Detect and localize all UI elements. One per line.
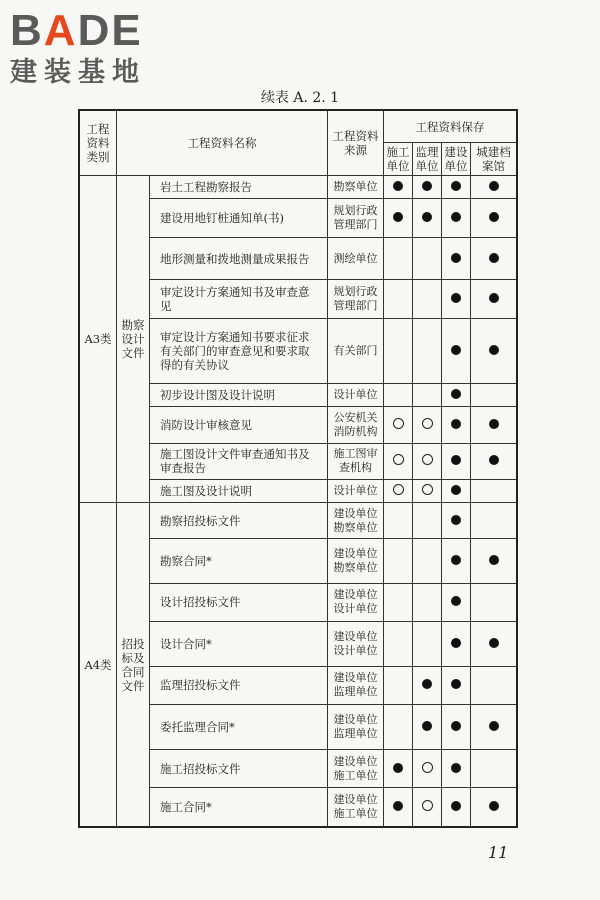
record-source: 建设单位勘察单位 [328, 503, 384, 538]
required-mark [393, 212, 403, 222]
retention-cell [471, 237, 517, 280]
retention-cell [413, 503, 442, 538]
required-mark [489, 801, 499, 811]
required-mark [489, 181, 499, 191]
required-mark [489, 455, 499, 465]
required-mark [451, 596, 461, 606]
retention-cell [442, 237, 471, 280]
record-source: 规划行政管理部门 [328, 280, 384, 319]
retention-cell [413, 705, 442, 750]
required-mark [451, 801, 461, 811]
retention-cell [384, 175, 413, 198]
required-mark [393, 181, 403, 191]
retention-cell [471, 749, 517, 788]
header-row-top [80, 111, 517, 143]
record-name: 施工图设计文件审查通知书及审查报告 [150, 443, 328, 480]
record-source: 施工图审查机构 [328, 443, 384, 480]
retention-cell [384, 705, 413, 750]
record-source: 规划行政管理部门 [328, 199, 384, 238]
retention-cell [471, 199, 517, 238]
required-mark [451, 345, 461, 355]
retention-cell [384, 480, 413, 503]
table-row [80, 175, 517, 198]
retention-cell [471, 538, 517, 583]
retention-cell [442, 666, 471, 705]
required-mark [489, 345, 499, 355]
retention-cell [413, 407, 442, 444]
record-source: 建设单位施工单位 [328, 749, 384, 788]
retention-cell [413, 583, 442, 622]
required-mark [451, 515, 461, 525]
optional-mark [422, 800, 433, 811]
record-name: 地形测量和拨地测量成果报告 [150, 237, 328, 280]
logo-subtitle: 建装基地 [10, 57, 146, 88]
record-source: 建设单位设计单位 [328, 583, 384, 622]
required-mark [489, 212, 499, 222]
retention-cell [413, 318, 442, 383]
header-unit-supervision: 监理单位 [413, 143, 442, 175]
retention-cell [413, 749, 442, 788]
retention-cell [384, 583, 413, 622]
required-mark [451, 555, 461, 565]
required-mark [489, 293, 499, 303]
subcategory-cell: 勘察设计文件 [117, 175, 150, 503]
required-mark [422, 721, 432, 731]
header-unit-owner: 建设单位 [442, 143, 471, 175]
retention-cell [413, 443, 442, 480]
retention-cell [384, 622, 413, 667]
retention-cell [384, 443, 413, 480]
required-mark [489, 721, 499, 731]
header-unit-construction: 施工单位 [384, 143, 413, 175]
optional-mark [393, 454, 404, 465]
optional-mark [393, 418, 404, 429]
records-table [79, 110, 517, 827]
retention-cell [384, 503, 413, 538]
required-mark [451, 485, 461, 495]
header-unit-archive: 城建档案馆 [471, 143, 517, 175]
record-name: 审定设计方案通知书及审查意见 [150, 280, 328, 319]
record-name: 施工图及设计说明 [150, 480, 328, 503]
record-name: 设计招投标文件 [150, 583, 328, 622]
header-name: 工程资料名称 [117, 111, 328, 176]
record-source: 公安机关消防机构 [328, 407, 384, 444]
record-name: 勘察合同* [150, 538, 328, 583]
category-cell: A3类 [80, 175, 117, 503]
retention-cell [442, 383, 471, 406]
retention-cell [471, 280, 517, 319]
optional-mark [422, 454, 433, 465]
retention-cell [471, 383, 517, 406]
required-mark [451, 763, 461, 773]
retention-cell [442, 705, 471, 750]
record-name: 审定设计方案通知书要求征求有关部门的审查意见和要求取得的有关协议 [150, 318, 328, 383]
retention-cell [471, 407, 517, 444]
optional-mark [422, 484, 433, 495]
retention-cell [442, 407, 471, 444]
retention-cell [471, 622, 517, 667]
record-source: 建设单位监理单位 [328, 666, 384, 705]
retention-cell [442, 480, 471, 503]
required-mark [489, 419, 499, 429]
retention-cell [413, 788, 442, 827]
required-mark [451, 181, 461, 191]
required-mark [451, 419, 461, 429]
record-source: 建设单位监理单位 [328, 705, 384, 750]
table-row [80, 503, 517, 538]
required-mark [422, 181, 432, 191]
retention-cell [471, 583, 517, 622]
retention-cell [442, 538, 471, 583]
retention-cell [384, 407, 413, 444]
retention-cell [384, 280, 413, 319]
record-name: 消防设计审核意见 [150, 407, 328, 444]
retention-cell [384, 788, 413, 827]
record-name: 委托监理合同* [150, 705, 328, 750]
retention-cell [413, 175, 442, 198]
required-mark [422, 212, 432, 222]
record-source: 设计单位 [328, 383, 384, 406]
required-mark [393, 801, 403, 811]
required-mark [451, 253, 461, 263]
retention-cell [471, 666, 517, 705]
record-source: 建设单位勘察单位 [328, 538, 384, 583]
header-keep: 工程资料保存 [384, 111, 517, 143]
retention-cell [442, 280, 471, 319]
required-mark [451, 679, 461, 689]
required-mark [451, 212, 461, 222]
retention-cell [442, 175, 471, 198]
retention-cell [384, 749, 413, 788]
record-name: 施工招投标文件 [150, 749, 328, 788]
retention-cell [384, 237, 413, 280]
retention-cell [442, 788, 471, 827]
required-mark [393, 763, 403, 773]
retention-cell [471, 503, 517, 538]
retention-cell [471, 480, 517, 503]
record-name: 建设用地钉桩通知单(书) [150, 199, 328, 238]
required-mark [451, 721, 461, 731]
optional-mark [422, 418, 433, 429]
header-category: 工程资料类别 [80, 111, 117, 176]
retention-cell [442, 583, 471, 622]
required-mark [451, 293, 461, 303]
retention-cell [413, 199, 442, 238]
retention-cell [413, 538, 442, 583]
retention-cell [413, 480, 442, 503]
table-caption: 续表 A. 2. 1 [260, 90, 340, 106]
record-source: 测绘单位 [328, 237, 384, 280]
retention-cell [384, 199, 413, 238]
retention-cell [442, 749, 471, 788]
retention-cell [442, 318, 471, 383]
record-source: 建设单位设计单位 [328, 622, 384, 667]
record-name: 勘察招投标文件 [150, 503, 328, 538]
optional-mark [393, 484, 404, 495]
logo [10, 8, 180, 90]
record-name: 初步设计图及设计说明 [150, 383, 328, 406]
retention-cell [413, 383, 442, 406]
retention-cell [442, 503, 471, 538]
record-source: 勘察单位 [328, 175, 384, 198]
retention-cell [442, 622, 471, 667]
retention-cell [384, 318, 413, 383]
record-name: 施工合同* [150, 788, 328, 827]
required-mark [489, 555, 499, 565]
page-number: 11 [488, 843, 509, 862]
retention-cell [384, 383, 413, 406]
record-name: 监理招投标文件 [150, 666, 328, 705]
required-mark [489, 638, 499, 648]
required-mark [451, 455, 461, 465]
record-source: 建设单位施工单位 [328, 788, 384, 827]
record-name: 设计合同* [150, 622, 328, 667]
retention-cell [442, 199, 471, 238]
record-name: 岩土工程勘察报告 [150, 175, 328, 198]
retention-cell [471, 788, 517, 827]
retention-cell [413, 666, 442, 705]
retention-cell [471, 443, 517, 480]
logo-wordmark: BADE [10, 6, 143, 55]
retention-cell [413, 280, 442, 319]
required-mark [489, 253, 499, 263]
required-mark [451, 638, 461, 648]
retention-cell [471, 705, 517, 750]
subcategory-cell: 招投标及合同文件 [117, 503, 150, 827]
category-cell: A4类 [80, 503, 117, 827]
required-mark [451, 389, 461, 399]
record-source: 设计单位 [328, 480, 384, 503]
retention-cell [384, 666, 413, 705]
retention-cell [384, 538, 413, 583]
retention-cell [413, 237, 442, 280]
retention-cell [471, 175, 517, 198]
required-mark [422, 679, 432, 689]
record-source: 有关部门 [328, 318, 384, 383]
retention-cell [471, 318, 517, 383]
header-source: 工程资料来源 [328, 111, 384, 176]
retention-cell [442, 443, 471, 480]
retention-cell [413, 622, 442, 667]
optional-mark [422, 762, 433, 773]
